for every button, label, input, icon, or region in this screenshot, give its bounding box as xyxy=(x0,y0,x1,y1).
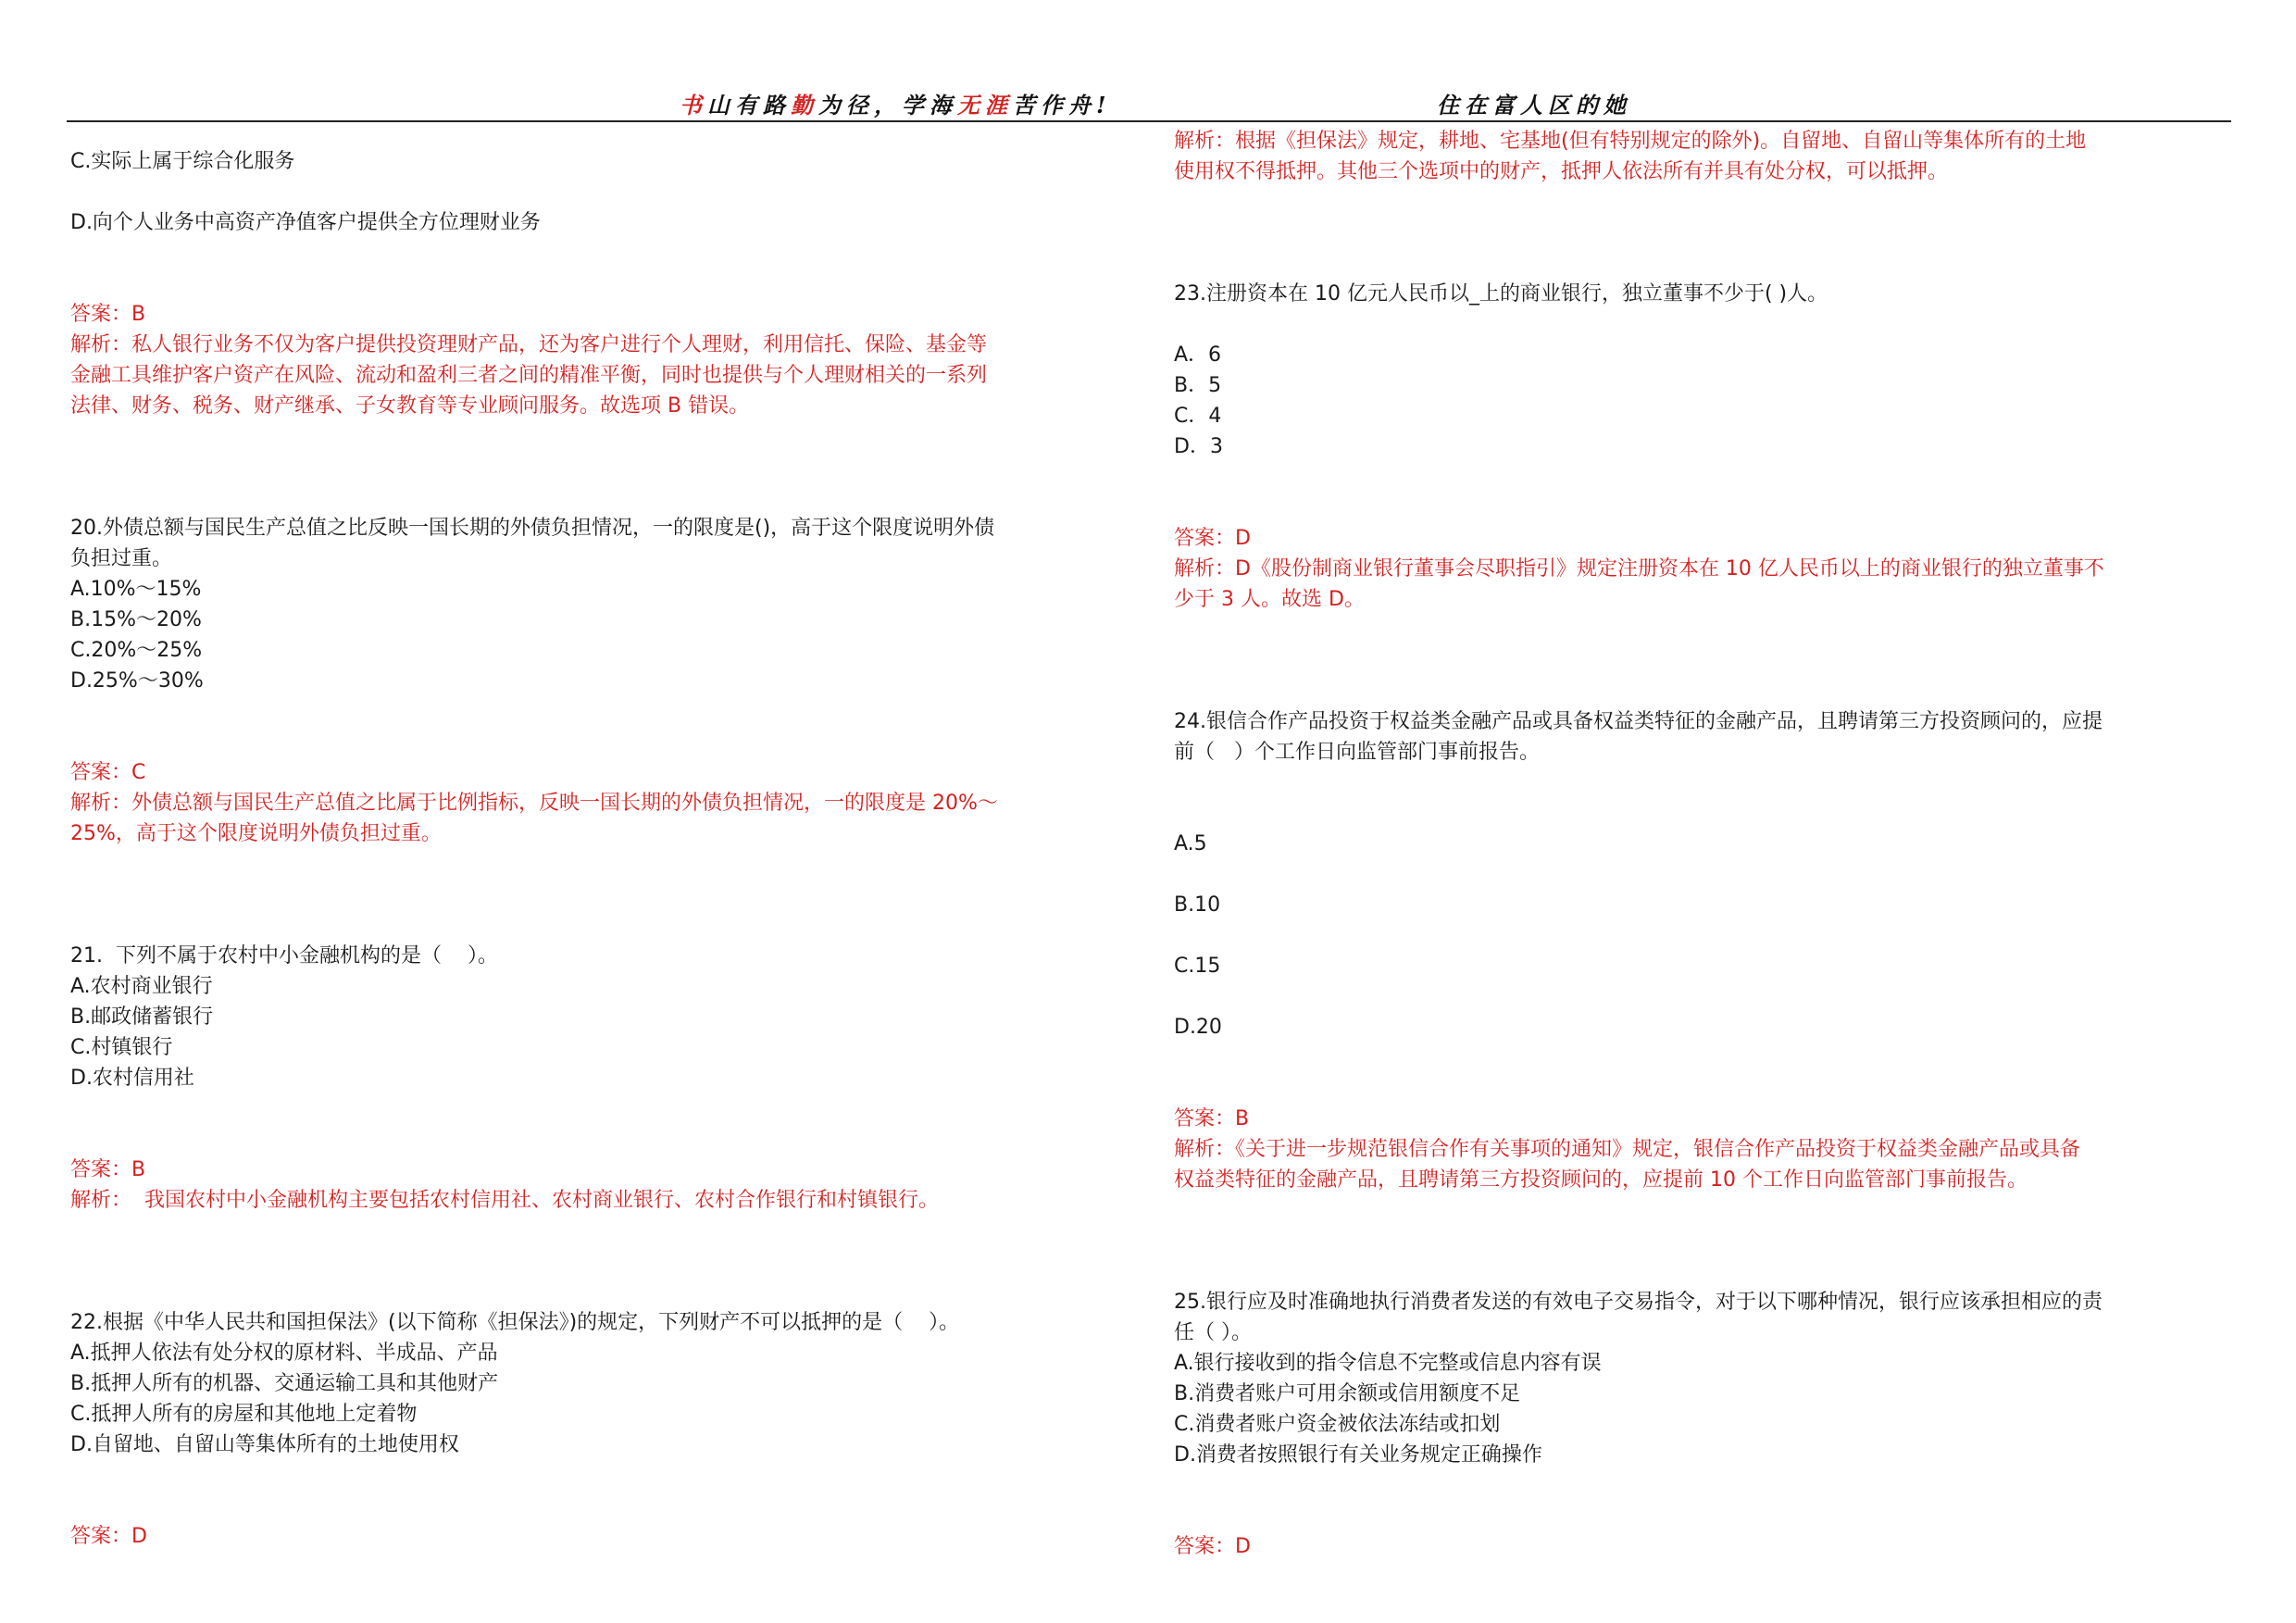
q24-option: A.5 xyxy=(1174,832,1207,855)
q21-option: D.农村信用社 xyxy=(70,1067,194,1090)
q22-option: C.抵押人所有的房屋和其他地上定着物 xyxy=(70,1403,418,1426)
q25-option: D.消费者按照银行有关业务规定正确操作 xyxy=(1174,1443,1542,1467)
q24-answer: 答案：B xyxy=(1174,1107,1250,1130)
q24-option: C.15 xyxy=(1174,955,1221,978)
q21-option: B.邮政储蓄银行 xyxy=(70,1005,214,1029)
header-motto: 书山有路勤为径，学海无涯苦作舟! xyxy=(680,92,1112,119)
q23-stem: 23.注册资本在 10 亿元人民币以_上的商业银行，独立董事不少于( )人。 xyxy=(1174,282,1828,306)
q22-stem: 22.根据《中华人民共和国担保法》(以下简称《担保法》)的规定，下列财产不可以抵押的是（ ）。 xyxy=(70,1311,960,1334)
q24-option: D.20 xyxy=(1174,1016,1222,1039)
q25-answer: 答案：D xyxy=(1174,1535,1251,1558)
q22-analysis-line: 解析：根据《担保法》规定，耕地、宅基地(但有特别规定的除外)。自留地、自留山等集体所有的土地 xyxy=(1174,130,2087,153)
page-header xyxy=(67,83,2231,122)
q25-option: A.银行接收到的指令信息不完整或信息内容有误 xyxy=(1174,1352,1602,1375)
q25-stem: 25.银行应及时准确地执行消费者发送的有效电子交易指令，对于以下哪种情况，银行应该承担相应的责 xyxy=(1174,1291,2103,1314)
q19-answer: 答案：B xyxy=(70,303,146,326)
q19-analysis-line: 解析：私人银行业务不仅为客户提供投资理财产品，还为客户进行个人理财，利用信托、保险、基金等 xyxy=(70,333,988,356)
q20-stem: 20.外债总额与国民生产总值之比反映一国长期的外债负担情况，一的限度是()，高于这个限度说明外债 xyxy=(70,517,995,540)
q24-option: B.10 xyxy=(1174,893,1221,917)
q21-analysis: 解析： 我国农村中小金融机构主要包括农村信用社、农村商业银行、农村合作银行和村镇银行。 xyxy=(70,1189,939,1212)
q20-option: A.10%～15% xyxy=(70,578,202,601)
q21-answer: 答案：B xyxy=(70,1158,146,1181)
q23-option: A．6 xyxy=(1174,343,1222,367)
q19-analysis-line: 金融工具维护客户资产在风险、流动和盈利三者之间的精准平衡，同时也提供与个人理财相关的一系列 xyxy=(70,364,988,387)
q24-stem: 24.银信合作产品投资于权益类金融产品或具备权益类特征的金融产品，且聘请第三方投资顾问的，应提 xyxy=(1174,710,2103,733)
q25-option: C.消费者账户资金被依法冻结或扣划 xyxy=(1174,1413,1501,1436)
q23-answer: 答案：D xyxy=(1174,527,1251,550)
q22-option: B.抵押人所有的机器、交通运输工具和其他财产 xyxy=(70,1372,499,1395)
q21-stem: 21. 下列不属于农村中小金融机构的是（ ）。 xyxy=(70,944,498,968)
q23-option: D．3 xyxy=(1174,435,1223,458)
left-column xyxy=(70,146,1135,1552)
q23-option: B．5 xyxy=(1174,374,1222,397)
q22-option: A.抵押人依法有处分权的原材料、半成品、产品 xyxy=(70,1342,498,1365)
q24-stem: 前（ ）个工作日向监管部门事前报告。 xyxy=(1174,741,1540,764)
q25-option: B.消费者账户可用余额或信用额度不足 xyxy=(1174,1382,1521,1405)
q25-stem: 任（ ）。 xyxy=(1174,1321,1252,1344)
q20-answer: 答案：C xyxy=(70,761,146,784)
q23-analysis-line: 解析：D《股份制商业银行董事会尽职指引》规定注册资本在 10 亿人民币以上的商业银行的独立董事不 xyxy=(1174,557,2104,581)
q20-analysis-line: 25%，高于这个限度说明外债负担过重。 xyxy=(70,822,442,845)
q20-option: B.15%～20% xyxy=(70,608,202,631)
q19-analysis-line: 法律、财务、税务、财产继承、子女教育等专业顾问服务。故选项 B 错误。 xyxy=(70,394,750,418)
q20-option: D.25%～30% xyxy=(70,669,204,693)
q23-analysis-line: 少于 3 人。故选 D。 xyxy=(1174,588,1365,611)
q22-answer: 答案：D xyxy=(70,1525,147,1548)
q24-analysis-line: 权益类特征的金融产品，且聘请第三方投资顾问的，应提前 10 个工作日向监管部门事前报告。 xyxy=(1174,1168,2028,1192)
q22-option: D.自留地、自留山等集体所有的土地使用权 xyxy=(70,1433,459,1456)
q19-option-c: C.实际上属于综合化服务 xyxy=(70,150,295,173)
q20-stem: 负担过重。 xyxy=(70,547,173,570)
q23-option: C．4 xyxy=(1174,405,1222,428)
q22-analysis-line: 使用权不得抵押。其他三个选项中的财产，抵押人依法所有并具有处分权，可以抵押。 xyxy=(1174,160,1949,183)
q21-option: A.农村商业银行 xyxy=(70,975,213,998)
q19-option-d: D.向个人业务中高资产净值客户提供全方位理财业务 xyxy=(70,211,541,234)
q20-option: C.20%～25% xyxy=(70,639,203,662)
q21-option: C.村镇银行 xyxy=(70,1036,173,1059)
header-slogan: 住在富人区的她 xyxy=(1437,92,1631,119)
q20-analysis-line: 解析：外债总额与国民生产总值之比属于比例指标，反映一国长期的外债负担情况，一的限度是 20%～ xyxy=(70,792,998,815)
right-column xyxy=(1174,126,2239,1562)
q24-analysis-line: 解析：《关于进一步规范银信合作有关事项的通知》规定，银信合作产品投资于权益类金融产品或具备 xyxy=(1174,1138,2081,1161)
